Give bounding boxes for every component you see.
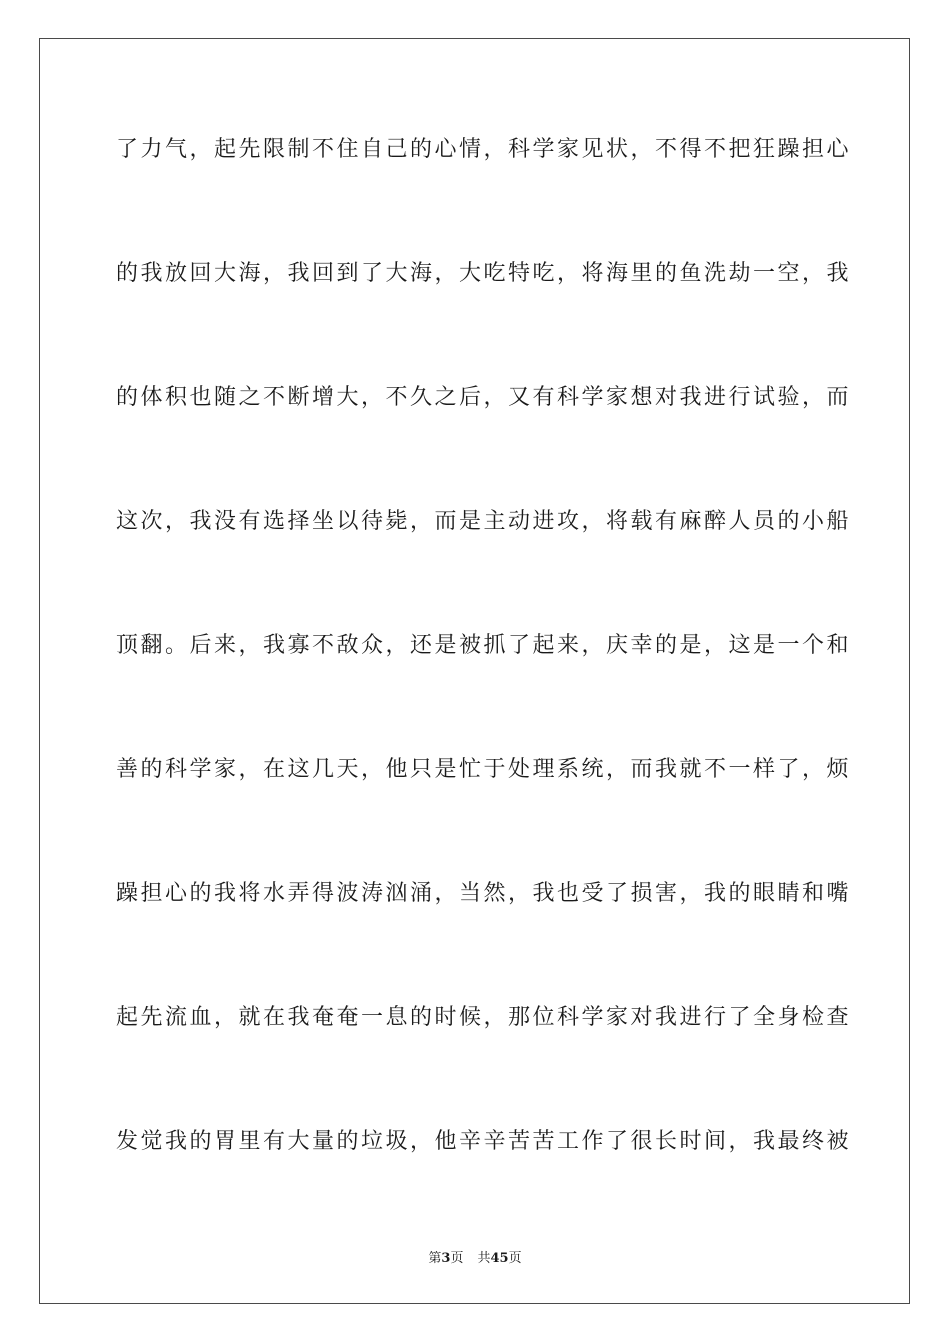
- text-line: 的体积也随之不断增大，不久之后，又有科学家想对我进行试验，而: [116, 385, 852, 410]
- text-line: 善的科学家，在这几天，他只是忙于处理系统，而我就不一样了，烦: [116, 757, 852, 782]
- text-line: 发觉我的胃里有大量的垃圾，他辛辛苦苦工作了很长时间，我最终被: [116, 1129, 852, 1154]
- page-total-prefix: 共: [477, 1251, 491, 1266]
- text-line: 躁担心的我将水弄得波涛汹涌，当然，我也受了损害，我的眼睛和嘴: [116, 881, 852, 906]
- page-number-prefix: 第: [428, 1251, 442, 1266]
- page-total-suffix: 页: [508, 1251, 522, 1266]
- page-number-suffix: 页: [450, 1251, 464, 1266]
- text-line: 了力气，起先限制不住自己的心情，科学家见状，不得不把狂躁担心: [116, 137, 852, 162]
- page-footer: [0, 1247, 950, 1266]
- body-text: [116, 128, 852, 1244]
- page-total: 45: [490, 1251, 509, 1266]
- page-number: 3: [441, 1251, 451, 1266]
- text-line: 这次，我没有选择坐以待毙，而是主动进攻，将载有麻醉人员的小船: [116, 509, 852, 534]
- text-line: 的我放回大海，我回到了大海，大吃特吃，将海里的鱼洗劫一空，我: [116, 261, 852, 286]
- text-line: 顶翻。后来，我寡不敌众，还是被抓了起来，庆幸的是，这是一个和: [116, 633, 852, 658]
- text-line: 起先流血，就在我奄奄一息的时候，那位科学家对我进行了全身检查: [116, 1005, 852, 1030]
